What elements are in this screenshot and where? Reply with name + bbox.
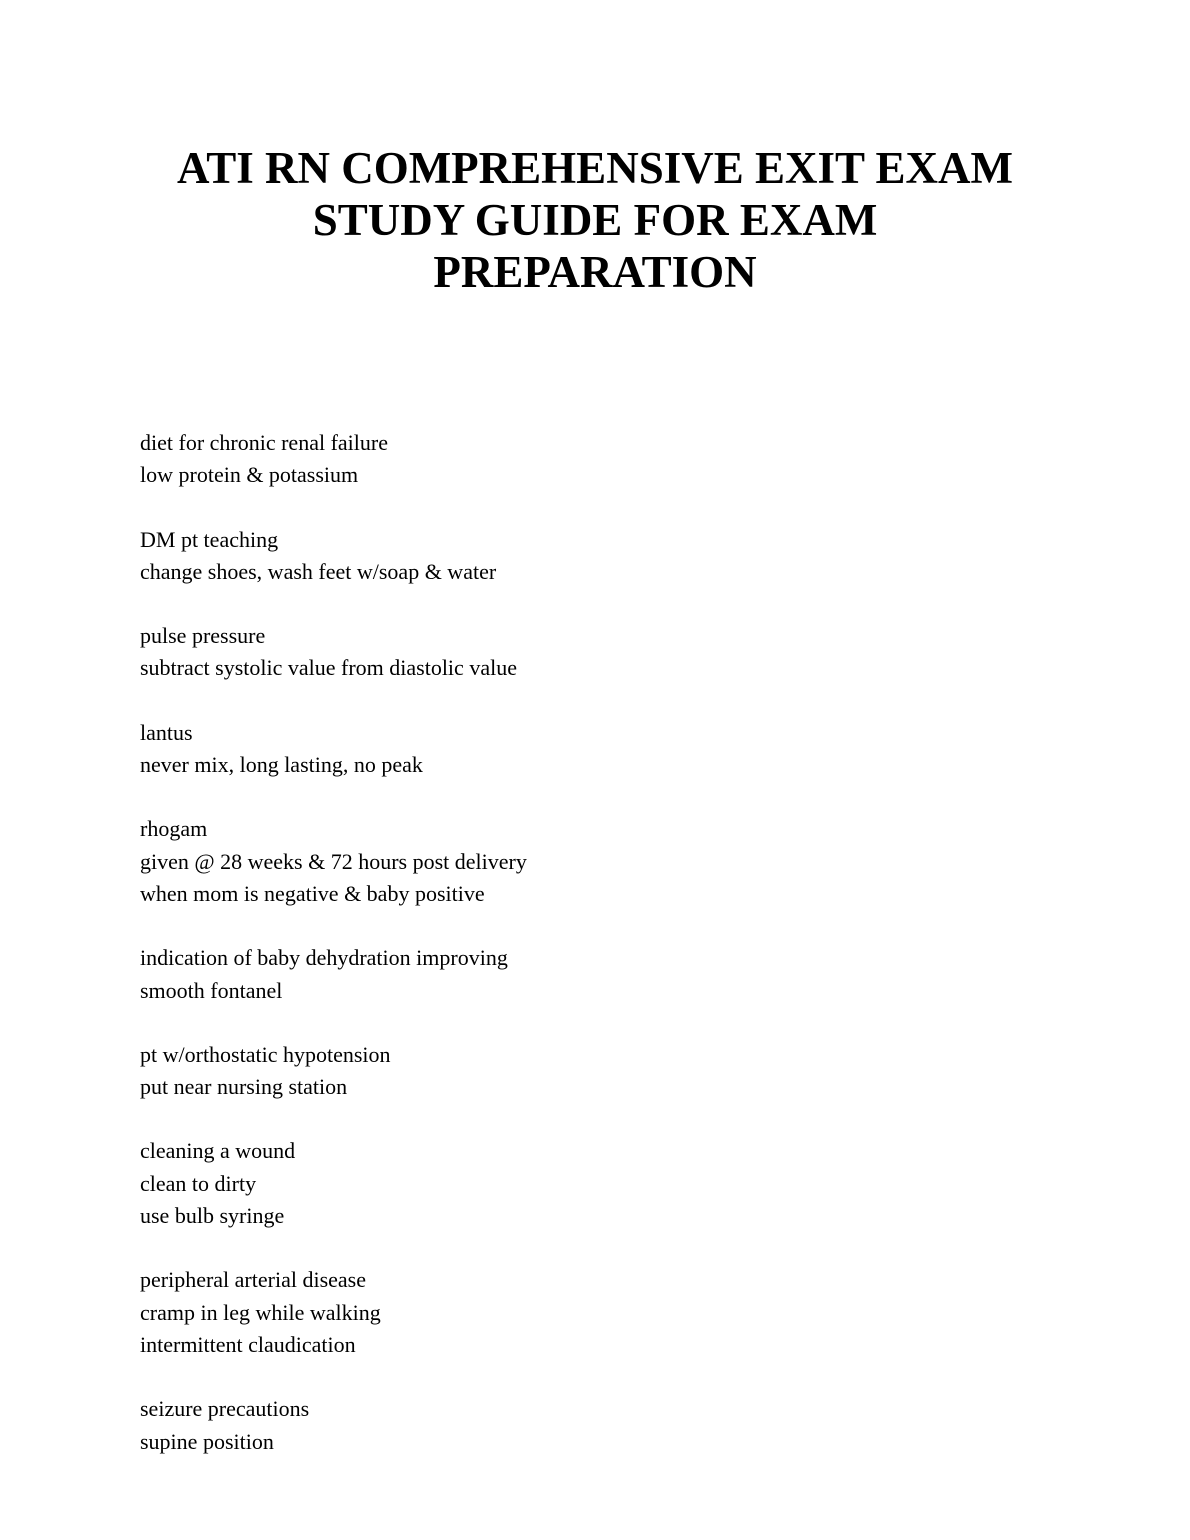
study-entry xyxy=(140,620,1100,685)
document-title xyxy=(0,142,1190,298)
entry-term: DM pt teaching xyxy=(140,526,279,552)
entry-answer: use bulb syringe xyxy=(140,1203,285,1229)
study-entry xyxy=(140,1393,1100,1458)
entry-term: seizure precautions xyxy=(140,1396,310,1422)
entry-answer: supine position xyxy=(140,1428,274,1454)
entry-answer: low protein & potassium xyxy=(140,462,359,488)
entry-term: pt w/orthostatic hypotension xyxy=(140,1041,391,1067)
study-entry xyxy=(140,942,1100,1007)
title-line-3: PREPARATION xyxy=(433,247,757,297)
entry-answer: intermittent claudication xyxy=(140,1331,356,1357)
entry-answer: cramp in leg while walking xyxy=(140,1299,381,1325)
title-line-1: ATI RN COMPREHENSIVE EXIT EXAM xyxy=(177,143,1013,193)
entry-term: cleaning a wound xyxy=(140,1138,296,1164)
entry-answer: clean to dirty xyxy=(140,1170,257,1196)
entry-answer: subtract systolic value from diastolic value xyxy=(140,655,517,681)
entry-term: pulse pressure xyxy=(140,623,266,649)
entry-term: lantus xyxy=(140,719,193,745)
entry-answer: change shoes, wash feet w/soap & water xyxy=(140,558,497,584)
entry-term: peripheral arterial disease xyxy=(140,1267,366,1293)
study-entry xyxy=(140,1264,1100,1361)
entry-answer: put near nursing station xyxy=(140,1074,348,1100)
title-line-2: STUDY GUIDE FOR EXAM xyxy=(312,195,878,245)
entry-answer: when mom is negative & baby positive xyxy=(140,880,485,906)
study-entry xyxy=(140,813,1100,910)
entry-term: diet for chronic renal failure xyxy=(140,430,388,455)
entry-answer: never mix, long lasting, no peak xyxy=(140,752,423,778)
study-entry xyxy=(140,717,1100,782)
study-entry xyxy=(140,427,1100,492)
study-entry xyxy=(140,1135,1100,1232)
entry-term: rhogam xyxy=(140,816,208,842)
entry-term: indication of baby dehydration improving xyxy=(140,945,508,971)
study-entry xyxy=(140,1039,1100,1104)
entry-answer: smooth fontanel xyxy=(140,977,283,1003)
entry-answer: given @ 28 weeks & 72 hours post delivery xyxy=(140,848,527,874)
study-entry xyxy=(140,524,1100,589)
study-guide-body xyxy=(140,427,1100,1490)
